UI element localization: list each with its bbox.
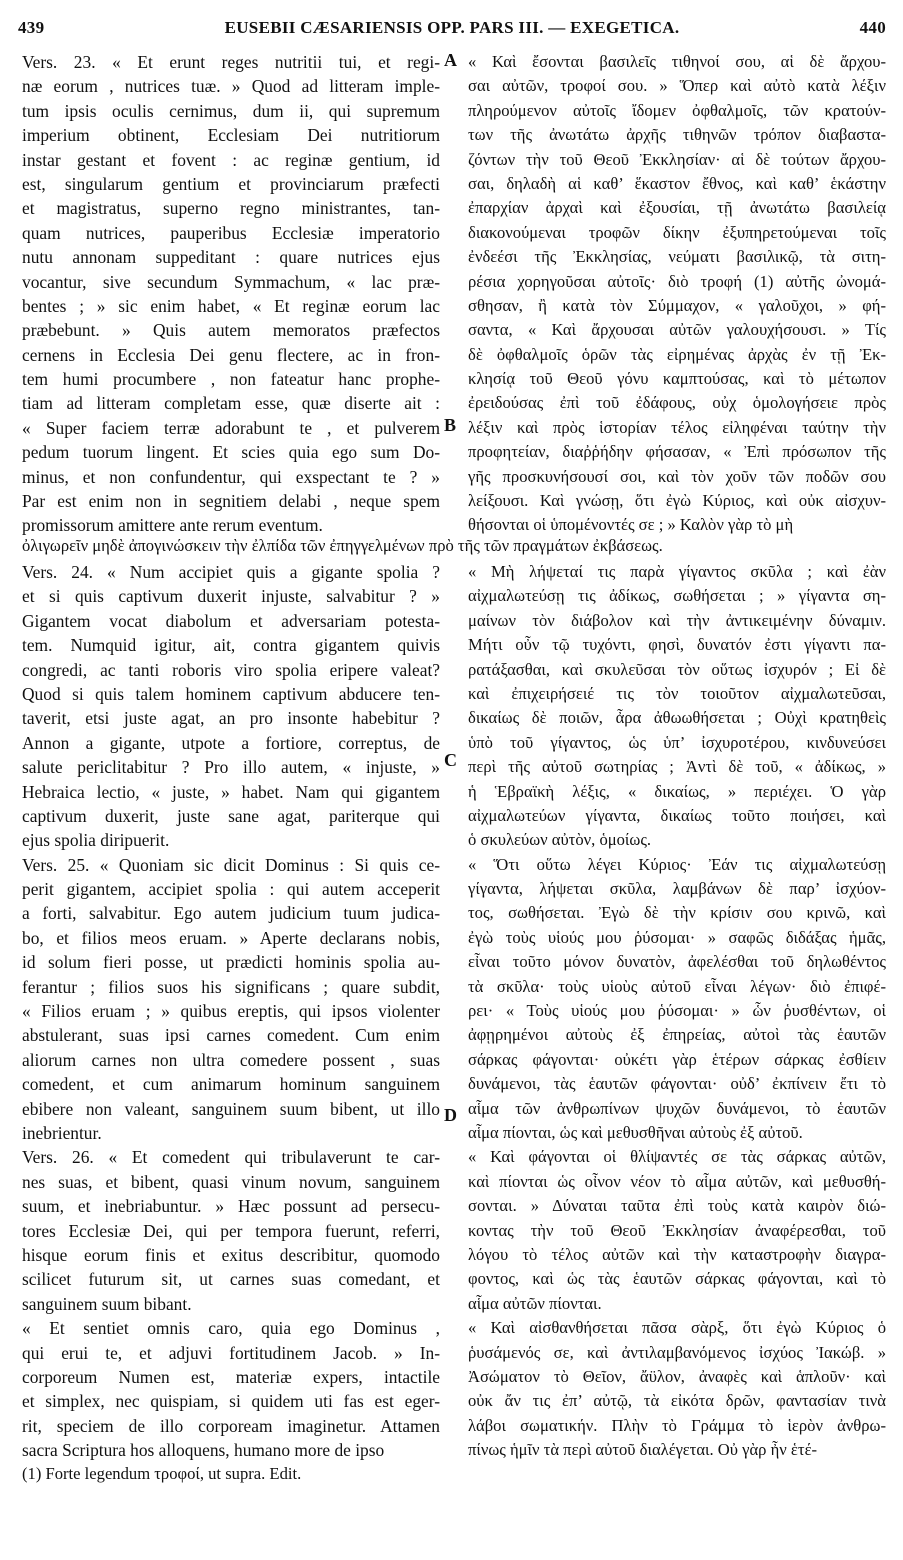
latin-column-bottom — [22, 560, 440, 1487]
text-line: « Καὶ αἰσθανθήσεται πᾶσα σὰρξ, ὅτι ἐγὼ Κύριος ὁ — [468, 1318, 886, 1338]
text-line: ὑπὸ τοῦ γίγαντος, ὡς ὑπ’ ἰσχυροτέρου, κινδυνεύσει — [468, 732, 886, 752]
text-line: ἡ Ἑβραϊκὴ λέξις, « δικαίως, » περιέχει. Ὁ γὰρ — [468, 781, 886, 801]
text-line: ἐρειδούσας ἐπὶ τοῦ ἐδάφους, οὐχ ὁμολογήσειε πρὸς — [468, 393, 886, 413]
greek-full-width-line: ὀλιγωρεῖν μηδὲ ἀπογινώσκειν τὴν ἐλπίδα τῶν ἐπηγγελμένων πρὸ τῆς τῶν πραγμάτων ἐκβάσεως. — [22, 536, 663, 555]
text-line: abstulerant, suas ipsi carnes comedent. Cum enim — [22, 1025, 440, 1046]
text-line: τος, σωθήσεται. Ἐγὼ δὲ τὴν κρίσιν σου κρινῶ, καὶ — [468, 903, 886, 923]
text-line: « Filios eruam ; » quibus ereptis, qui ipsos violenter — [22, 1001, 440, 1022]
text-line: σαντα, « Καὶ ἄρχουσαι αὐτῶν γαλουχήσουσι. » Τίς — [468, 320, 886, 340]
text-line: προφητείαν, διαῤῥήδην φήσασαν, « Ἐπὶ πρόσωπον τῆς — [468, 442, 886, 462]
text-line: scilicet futurum sit, ut carnes suas comedant, et — [22, 1269, 440, 1290]
text-line: præbebunt. » Quis autem memoratos præfectos — [22, 320, 440, 341]
text-line: et simplex, nec quispiam, si quidem uti fas est eger- — [22, 1391, 440, 1412]
text-line: salute periclitabitur ? Pro illo autem, « injuste, » — [22, 757, 440, 778]
running-header — [18, 18, 886, 42]
text-line: πίνως ἡμῖν τὰ περὶ αὐτοῦ διαλέγεται. Οὐ γὰρ ἦν ἑτέ- — [468, 1440, 818, 1460]
text-line: perit gigantem, accipiet spolia : qui autem acceperit — [22, 879, 440, 900]
text-line: sanguinem suum bibant. — [22, 1293, 192, 1314]
text-line: γῆς προσκυνήσουσί σοι, καὶ τὸν χοῦν τῶν ποδῶν σου — [468, 466, 886, 486]
text-line: comedent, et cum animarum hominum sanguinem — [22, 1074, 440, 1095]
greek-column-top — [468, 50, 886, 538]
text-line: θήσονται οἱ ὑπομένοντές σε ; » Καλὸν γὰρ τὸ μὴ — [468, 515, 794, 535]
text-line: αἷμα αὐτῶν πίονται. — [468, 1293, 602, 1313]
text-line: ζόντων τὴν τοῦ Θεοῦ Ἐκκλησίαν· αἱ δὲ τούτων ἄρχου- — [468, 149, 886, 169]
page-number-left: 439 — [18, 18, 45, 37]
text-line: καὶ ἐπιχειρήσειέ τις τὸν τοιοῦτον αἰχμαλωτεῦσαι, — [468, 683, 886, 703]
text-line: ὁ σκυλεύων αὐτὸν, ὁμοίως. — [468, 830, 652, 850]
text-line: Annon a gigante, utpote a fortiore, correptus, de — [22, 732, 440, 753]
page-number-right: 440 — [859, 18, 886, 37]
text-line: σθησαν, ἢ κατὰ τὸν Σύμμαχον, « γαλοῦχοι, » φή- — [468, 295, 886, 315]
text-line: bentes ; » sic enim habet, « Et reginæ eorum lac — [22, 295, 440, 316]
text-line: Vers. 24. « Num accipiet quis a gigante spolia ? — [22, 562, 440, 582]
text-line: κλησίᾳ τοῦ Θεοῦ γόνυ καμπτούσας, καὶ τὸ μέτωπον — [468, 369, 886, 389]
text-line: πληρούμενον αὐτοῖς ἴδομεν ὀφθαλμοῖς, τῶν κρατούν- — [468, 100, 886, 120]
section-marker-c: C — [444, 750, 457, 770]
text-line: Vers. 23. « Et erunt reges nutritii tui, et regi- — [22, 52, 440, 72]
text-line: tiam ad litteram completam esse, quæ diserte ait : — [22, 393, 440, 414]
text-line: δικαίως δὲ ποιῶν, ἆρα ἀθωωθήσεται ; Οὐχὶ κρατηθεὶς — [468, 708, 886, 728]
text-line: « Μὴ λήψεταί τις παρὰ γίγαντος σκῦλα ; καὶ ἐὰν — [468, 562, 886, 581]
text-line: Quod si quis talem hominem captivum abducere ten- — [22, 683, 440, 704]
text-line: Ἀσώματον τὸ Θεῖον, ἄϋλον, ἀναφὲς καὶ ἁπλοῦν· καὶ — [468, 1366, 886, 1386]
text-line: αἷμα πίονται, ὡς καὶ μεθυσθῆναι αὐτοὺς ἐξ αὐτοῦ. — [468, 1122, 803, 1142]
latin-column-top — [22, 50, 440, 538]
text-line: tem humi procumbere , non fateatur hanc prophe- — [22, 369, 440, 390]
text-line: hisque eorum finis et exitus describitur, quomodo — [22, 1244, 440, 1265]
text-line: quam nutrices, pauperibus Ecclesiæ imperatorio — [22, 222, 440, 243]
text-line: nes suas, et bibent, quasi vinum novum, sanguinem — [22, 1171, 440, 1192]
running-title: EUSEBII CÆSARIENSIS OPP. PARS III. — EXEGETICA. — [224, 18, 680, 37]
text-line: « Καὶ φάγονται οἱ θλίψαντές σε τὰς σάρκας αὐτῶν, — [468, 1147, 886, 1167]
text-line: captivum duxerit, juste sane agat, pariterque qui — [22, 805, 440, 826]
text-line: σονται. » Δύναται ταῦτα ἐπὶ τοὺς κατὰ καιρὸν διώ- — [468, 1196, 886, 1216]
text-line: ἐνδεέσι τῆς Ἐκκλησίας, νεύματι βασιλικῷ, τὰ σιτη- — [468, 247, 886, 267]
text-line: « Et sentiet omnis caro, quia ego Dominus , — [22, 1318, 440, 1339]
text-line: congredi, ac tanti roboris viro spolia eripere valeat? — [22, 659, 440, 680]
text-line: pedum tuorum lingent. Et scies quia ego sum Do- — [22, 442, 440, 463]
text-line: inebrientur. — [22, 1122, 102, 1143]
text-line: tem. Numquid igitur, ait, contra gigantem quivis — [22, 635, 440, 656]
text-line: « Super faciem terræ adorabunt te , et pulverem — [22, 417, 440, 438]
text-line: λόγου τὸ τέλος αὐτῶν καὶ τὴν καταστροφὴν διαγρα- — [468, 1244, 886, 1264]
text-line: ρει· « Τοὺς υἱούς μου ῥύσομαι· » ὧν ῥυσθέντων, οἱ — [468, 1001, 886, 1021]
text-line: ρέσια χορηγοῦσαι αὐτοῖς· διὸ τροφή (1) αὐτῆς ὠνομά- — [468, 271, 886, 291]
text-line: εἶναι τοῦτο μόνον δυνατὸν, ἀφελέσθαι τοῦ δηλωθέντος — [468, 952, 886, 972]
text-line: ebibere non valeant, sanguinem suum bibent, ut illo — [22, 1098, 440, 1119]
text-line: φοντος, καὶ ὡς τὰς ἑαυτῶν σάρκας φάγονται, καὶ τὸ — [468, 1269, 886, 1289]
footnote: (1) Forte legendum τροφοί, ut supra. Edit. — [22, 1464, 302, 1484]
text-line: promissorum amittere ante rerum eventum. — [22, 515, 323, 536]
text-line: μαίνων τὸν διάβολον καὶ τὴν ἀντικειμένην δύναμιν. — [468, 610, 886, 630]
text-line: τὰ σκῦλα· τοὺς υἱοὺς αὐτοῦ εἶναι λέγων· διὸ ἐπιφέ- — [468, 976, 886, 996]
text-line: ἐγὼ τοὺς υἱούς μου ῥύσομαι· » σαφῶς διδάξας ἡμᾶς, — [468, 927, 886, 947]
text-line: tum ipsis oculis cernimus, dum ii, qui supremum — [22, 100, 440, 121]
text-line: γίγαντα, λήψεται σκῦλα, λαμβάνων δὲ παρ’ ἰσχύον- — [468, 879, 886, 899]
text-line: sacra Scriptura hos alloquens, humano more de ipso — [22, 1440, 385, 1461]
text-line: των τῆς ἀνωτάτω ἀρχῆς τιθηνῶν τρόπον διαβαστα- — [468, 125, 886, 145]
text-line: næ eorum , nutrices tuæ. » Quod ad litteram imple- — [22, 76, 440, 97]
text-line: est, singularum gentium et provinciarum præfecti — [22, 173, 440, 194]
text-line: qui erui te, et adjuvi fortitudinem Jacob. » In- — [22, 1342, 440, 1363]
text-line: minus, et non confundentur, qui exspectant te ? » — [22, 466, 440, 487]
text-line: imperium obtinent, Ecclesiam Dei nutritiorum — [22, 125, 440, 146]
text-line: id solum fieri posse, ut prædicti hominis spolia au- — [22, 952, 440, 973]
text-line: Vers. 25. « Quoniam sic dicit Dominus : Si quis ce- — [22, 854, 440, 875]
text-line: αἰχμαλωτεύσῃ τις ἀδίκως, σωθήσεται ; » γίγαντα ση- — [468, 586, 886, 606]
text-line: λέξιν καὶ πρὸς ἱστορίαν τέλος εἰληφέναι ταύτην τὴν — [468, 417, 886, 437]
text-line: σαι, δηλαδὴ αἱ καθ’ ἕκαστον ἔθνος, καὶ καθ’ ἑκάστην — [468, 173, 886, 193]
text-line: aliorum carnes non ultra comedere possent , suas — [22, 1049, 440, 1070]
text-line: « Ὅτι οὕτω λέγει Κύριος· Ἐάν τις αἰχμαλωτεύσῃ — [468, 854, 886, 874]
text-line: cernens in Ecclesia Dei genu flectere, ac in fron- — [22, 344, 440, 365]
text-line: λείξουσι. Καὶ γνώσῃ, ὅτι ἐγὼ Κύριος, καὶ οὐκ αἰσχυν- — [468, 491, 886, 511]
text-line: vocantur, sive secundum Symmachum, « lac præ- — [22, 271, 440, 292]
text-line: et magistratus, superno regno ministrantes, tan- — [22, 198, 440, 219]
text-line: rit, speciem de illo corpoream imaginetur. Attamen — [22, 1415, 440, 1436]
text-line: bo, et filios meos eruam. » Aperte declarans nobis, — [22, 927, 440, 948]
text-line: σαι αὐτῶν, τροφοί σου. » Ὅπερ καὶ αὐτὸ κατὰ λέξιν — [468, 76, 886, 96]
text-line: ἐπαρχίαν ἀρχαὶ καὶ ἐξουσίαι, τῇ ἀνωτάτω βασιλείᾳ — [468, 198, 886, 218]
text-line: instar gestant et fovent : ac reginæ gentium, id — [22, 149, 440, 170]
text-line: a forti, salvabitur. Ego autem judicium tuum judica- — [22, 903, 440, 924]
text-line: Μήτι οὖν τῷ τυχόντι, φησὶ, δυνατόν ἐστι γίγαντι πα- — [468, 635, 886, 655]
text-line: ῥυσάμενός σε, καὶ ἀντιλαμβανόμενος ἰσχύος Ἰακώβ. » — [468, 1342, 886, 1362]
text-line: περὶ τῆς αὐτοῦ σωτηρίας ; Ἀντὶ δὲ τοῦ, « ἀδίκως, » — [468, 757, 886, 777]
text-line: διακονούμεναι τροφῶν δίκην ἐξυπηρετούμεναι τοῖς — [468, 222, 886, 242]
text-line: καὶ πίονται ὡς οἶνον νέον τὸ αἷμα αὐτῶν, καὶ μεθυσθή- — [468, 1171, 886, 1191]
text-line: λάβοι σωματικήν. Πλὴν τὸ Γράμμα τὸ ἱερὸν ἀνθρω- — [468, 1415, 886, 1435]
text-line: οὐκ ἄν τις ἐπ’ αὐτῷ, τὰ εἰκότα δρῶν, φαντασίαν τινὰ — [468, 1391, 886, 1411]
text-line: « Καὶ ἔσονται βασιλεῖς τιθηνοί σου, αἱ δὲ ἄρχου- — [468, 52, 886, 71]
text-line: suum, et inebriabuntur. » Hæc possunt ad persecu- — [22, 1196, 440, 1217]
section-marker-a: A — [444, 50, 457, 70]
text-line: et si quis captivum duxerit injuste, salvabitur ? » — [22, 586, 440, 607]
text-line: σάρκας φάγονται· οὐκέτι γὰρ ἑτέρων σάρκας ἐσθίειν — [468, 1049, 886, 1069]
text-line: Par est enim non in segnitiem delabi , neque spem — [22, 491, 440, 512]
text-line: δυνάμενοι, τὰς ἑαυτῶν φάγονται· οὐδ’ ἐκπίνειν ἔτι τὸ — [468, 1074, 886, 1094]
text-line: tores Ecclesiæ Dei, qui per tempora fuerunt, referri, — [22, 1220, 440, 1241]
greek-column-bottom — [468, 560, 886, 1462]
text-line: Gigantem vocat diabolum et adversariam potesta- — [22, 610, 440, 631]
text-line: αἷμα τῶν ἀνθρωπίνων ψυχῶν δυνάμενοι, τὸ ἑαυτῶν — [468, 1098, 886, 1118]
text-line: taverit, etsi juste agat, an pro insonte habebitur ? — [22, 708, 440, 729]
text-line: corporeum Numen est, materiæ expers, intactile — [22, 1366, 440, 1387]
text-line: κοντας τὴν τοῦ Θεοῦ Ἐκκλησίαν ἀναφέρεσθαι, τοῦ — [468, 1220, 886, 1240]
section-marker-d: D — [444, 1105, 457, 1125]
text-line: Hebraica lectio, « juste, » habet. Nam qui gigantem — [22, 781, 440, 802]
text-line: ρατάξασθαι, καὶ σκυλεῦσαι τὸν οὕτως ἰσχυρόν ; Εἰ δὲ — [468, 659, 886, 679]
text-line: αἰχμαλωτεύων γίγαντα, δικαίως τοῦτο ποιήσει, καὶ — [468, 805, 886, 825]
section-marker-b: B — [444, 415, 457, 435]
text-line: Vers. 26. « Et comedent qui tribulaverunt te car- — [22, 1147, 440, 1168]
text-line: δὲ ὀφθαλμοῖς ὁρῶν τὰς εἰρημένας ἀρχὰς ἐν τῇ Ἐκ- — [468, 344, 886, 364]
text-line: ferantur ; filios suos his significans ; quare subdit, — [22, 976, 440, 997]
text-line: nutu annonam suppeditant : quare nutrices ejus — [22, 247, 440, 268]
text-line: ἀφῃρημένοι αὐτοὺς ἐξ ἐπηρείας, αὐτοὶ τὰς ἑαυτῶν — [468, 1025, 886, 1045]
text-line: ejus spolia diripuerit. — [22, 830, 170, 851]
